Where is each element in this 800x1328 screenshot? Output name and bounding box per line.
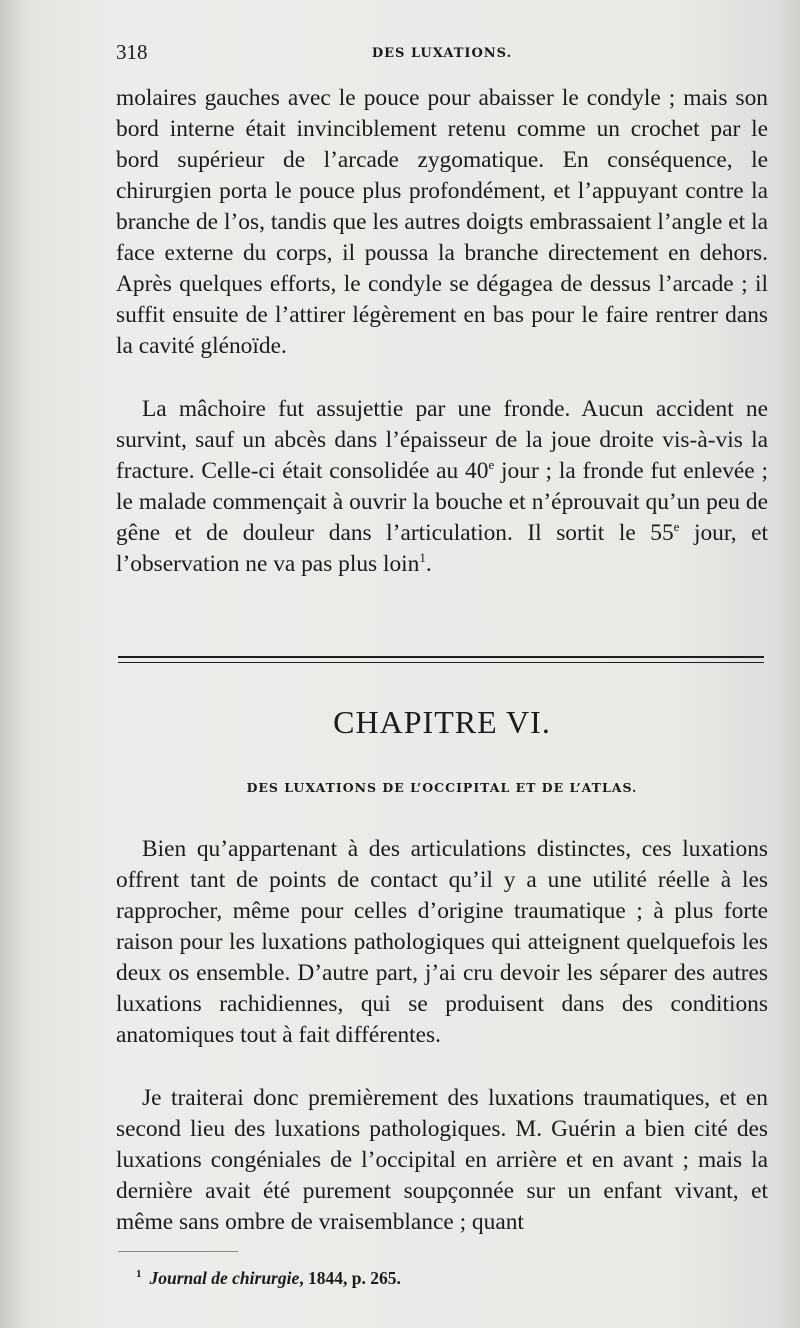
section-divider-thin xyxy=(118,662,764,663)
footnote-citation: , 1844, p. 265. xyxy=(299,1268,401,1288)
paragraph-intro: Bien qu’appartenant à des articulations distinctes, ces luxations offrent tant de points de contact qu’il y a une utilité réelle à les rapprocher, même pour celles d’origine traumatique ; à plus forte raison pour les luxations pathologiques qui atteignent quelquefois les deux os ensemble. D’autre part, j’ai cru devoir les séparer des autres luxations rachidiennes, qui se produisent dans des conditions anatomiques tout à fait différentes. xyxy=(116,836,768,1048)
running-head: DES LUXATIONS. xyxy=(371,46,513,61)
paragraph-end-punctuation: . xyxy=(425,551,432,577)
footnote-reference: 1 xyxy=(419,550,426,566)
footnote-separator xyxy=(118,1251,238,1252)
footnote-mark: 1 xyxy=(136,1268,142,1281)
ordinal-superscript: e xyxy=(488,457,495,473)
paragraph-plan: Je traiterai donc premièrement des luxations traumatiques, et en second lieu des luxations pathologiques. M. Guérin a bien cité des luxations congéniales de l’occipital en arrière et en avant ; mais la dernière avait été purement soupçonnée sur un enfant vivant, et même sans ombre de vraisemblance ; quant xyxy=(116,1085,768,1235)
section-divider-thick xyxy=(118,656,764,658)
paragraph-text-part-2: jour ; la fronde fut enlevée ; le malade commençait à ouvrir la bouche et n’éprouvait qu’un peu de gêne et de douleur dans l’articulation. Il sortit le 55 xyxy=(116,458,768,546)
paragraph-continuation: molaires gauches avec le pouce pour abaisser le condyle ; mais son bord interne était invinciblement retenu comme un crochet par le bord supérieur de l’arcade zygomatique. En conséquence, le chirurgien porta le pouce plus profondément, et l’appuyant contre la branche de l’os, tandis que les autres doigts embrassaient l’angle et la face externe du corps, il poussa la branche directement en dehors. Après quelques efforts, le condyle se dégagea de dessus l’arcade ; il suffit ensuite de l’attirer légèrement en bas pour le faire rentrer dans la cavité glénoïde. xyxy=(116,85,768,359)
page-header xyxy=(116,40,768,70)
page-number: 318 xyxy=(116,40,148,64)
chapter-subtitle: DES LUXATIONS DE L’OCCIPITAL ET DE L’ATLAS. xyxy=(246,780,638,795)
paragraph-text-part-1: La mâchoire fut assujettie par une fronde. Aucun accident ne survint, sauf un abcès dans l’épaisseur de la joue droite vis-à-vis la fracture. Celle-ci était consolidée au 40 xyxy=(116,396,768,484)
chapter-title: CHAPITRE VI. xyxy=(333,704,551,740)
paragraph-text-part-3: jour, et l’observation ne va pas plus loin xyxy=(116,520,768,577)
footnote-journal-title: Journal de chirurgie xyxy=(149,1268,300,1288)
footnote xyxy=(136,1268,756,1289)
ordinal-superscript: e xyxy=(673,519,680,535)
paragraph-observation-end xyxy=(116,394,768,580)
